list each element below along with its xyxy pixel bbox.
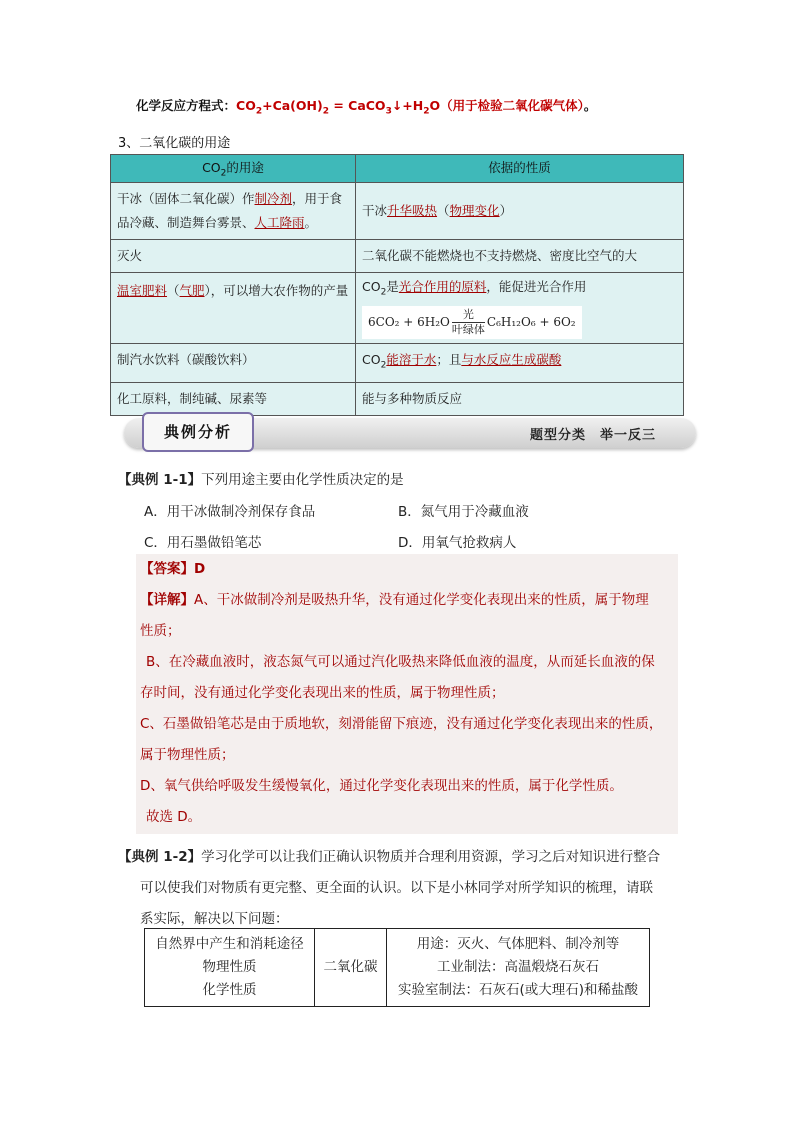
property-cell: 二氧化碳不能燃烧也不支持燃烧、密度比空气的大 (356, 239, 684, 272)
use-cell: 化工原料，制纯碱、尿素等 (111, 382, 356, 415)
example1-tag: 【典例 1-1】 (118, 472, 202, 488)
reaction-equation (136, 96, 596, 117)
conclusion: 故选 D。 (146, 809, 202, 825)
table-header-row (111, 155, 684, 183)
section-banner (124, 412, 696, 452)
use-cell: 温室肥料（气肥），可以增大农作物的产量 (111, 272, 356, 344)
right-cell: 用途：灭火、气体肥料、制冷剂等 工业制法：高温煅烧石灰石 实验室制法：石灰石(或大理石)和稀盐酸 (387, 929, 650, 1007)
left-cell: 自然界中产生和消耗途径 物理性质 化学性质 (145, 929, 315, 1007)
use-cell: 制汽水饮料（碳酸饮料） (111, 344, 356, 383)
option-b: B．氮气用于冷藏血液 (398, 504, 529, 520)
answer-line: 【答案】D (140, 561, 206, 577)
property-cell: $CO_2$是光合作用的原料，能促进光合作用 6CO₂ + 6H₂O $\frac{\text{光}}{\text{叶绿体}}$ C₆H₁₂O₆ + 6O₂ (356, 272, 684, 344)
banner-subtitle: 题型分类 举一反三 (529, 428, 656, 443)
header-uses: $CO_2$的用途 (111, 155, 356, 183)
property-cell: 能与多种物质反应 (356, 382, 684, 415)
co2-summary-table (144, 928, 650, 1007)
option-d: D．用氧气抢救病人 (398, 535, 517, 551)
option-c: C．用石墨做铅笔芯 (144, 535, 262, 551)
table-row (111, 382, 684, 415)
example2-question: 【典例 1-2】学习化学可以让我们正确认识物质并合理利用资源，学习之后对知识进行整合 可以使我们对物质有更完整、更全面的认识。以下是小林同学对所学知识的梳理，请联 系实际，解决以下问题： (118, 849, 661, 927)
banner-tag: 典例分析 (142, 412, 254, 452)
example2-tag: 【典例 1-2】 (118, 849, 202, 865)
example1-question: 【典例 1-1】下列用途主要由化学性质决定的是 (118, 472, 404, 488)
equation-formula: $CO_2+Ca(OH)_2$ = $CaCO_3↓+H_2O$（用于检验二氧化碳气体） (236, 98, 584, 117)
header-properties: 依据的性质 (356, 155, 684, 183)
detail-a2: 性质； (140, 623, 181, 639)
equation-label: 化学反应方程式： (136, 98, 237, 113)
table-row (111, 272, 684, 344)
detail-a1: 【详解】A、干冰做制冷剂是吸热升华，没有通过化学变化表现出来的性质，属于物理 (140, 592, 649, 608)
detail-d: D、氧气供给呼吸发生缓慢氧化，通过化学变化表现出来的性质，属于化学性质。 (140, 778, 623, 794)
table-row (111, 344, 684, 383)
detail-b1: B、在冷藏血液时，液态氮气可以通过汽化吸热来降低血液的温度，从而延长血液的保 (146, 654, 655, 670)
use-cell: 干冰（固体二氧化碳）作制冷剂，用于食品冷藏、制造舞台雾景、人工降雨。 (111, 182, 356, 239)
detail-b2: 存时间，没有通过化学变化表现出来的性质，属于物理性质； (140, 685, 505, 701)
center-cell: 二氧化碳 (315, 929, 387, 1007)
equation-end: 。 (583, 98, 597, 113)
detail-c1: C、石墨做铅笔芯是由于质地软，刻滑能留下痕迹，没有通过化学变化表现出来的性质， (140, 716, 663, 732)
property-cell: 干冰升华吸热（物理变化） (356, 182, 684, 239)
property-cell: $CO_2$能溶于水；且与水反应生成碳酸 (356, 344, 684, 383)
table-row (145, 929, 650, 1007)
co2-uses-table (110, 154, 684, 416)
use-cell: 灭火 (111, 239, 356, 272)
option-a: A．用干冰做制冷剂保存食品 (144, 504, 316, 520)
section-title: 3、二氧化碳的用途 (118, 136, 231, 151)
table-row (111, 182, 684, 239)
table-row (111, 239, 684, 272)
detail-c2: 属于物理性质； (140, 747, 235, 763)
photosynthesis-formula: 6CO₂ + 6H₂O $\frac{\text{光}}{\text{叶绿体}}$ C₆H₁₂O₆ + 6O₂ (362, 306, 582, 339)
